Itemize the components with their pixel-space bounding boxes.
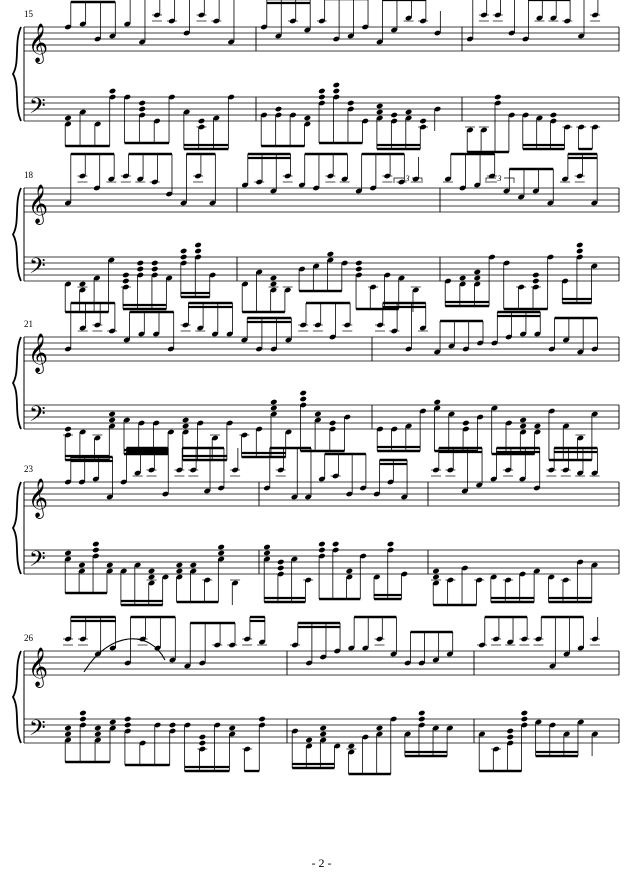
notehead [109, 719, 117, 726]
treble-clef-icon: 𝄞 [28, 184, 49, 224]
tuplet-number: 3 [497, 174, 502, 183]
notehead [532, 278, 540, 285]
tuplet-number: 3 [405, 174, 410, 183]
notehead [473, 275, 481, 282]
notehead [199, 734, 207, 741]
notehead [299, 390, 307, 397]
notehead [79, 716, 87, 723]
notehead [506, 728, 514, 735]
notehead [64, 426, 72, 433]
notehead [194, 242, 202, 249]
bass-clef-icon: 𝄢 [29, 716, 46, 746]
notehead [151, 260, 159, 267]
notehead [217, 544, 225, 551]
system-5 [13, 617, 619, 774]
brace [13, 27, 21, 121]
treble-notes [443, 154, 598, 206]
notehead [124, 722, 132, 729]
notehead [333, 88, 341, 95]
bass-notes [64, 242, 216, 312]
treble-staff [24, 651, 619, 675]
notehead [506, 734, 514, 741]
notehead [347, 100, 355, 107]
notehead [138, 106, 146, 113]
notehead [473, 269, 481, 276]
notehead [270, 405, 278, 412]
bass-clef-icon: 𝄢 [29, 254, 46, 284]
notehead [108, 411, 116, 418]
notehead [199, 740, 207, 747]
notehead [521, 716, 529, 723]
notehead [494, 94, 502, 101]
notehead [92, 547, 100, 554]
brace [13, 337, 21, 429]
notehead [270, 275, 278, 282]
notehead [180, 254, 188, 261]
treble-notes [64, 0, 235, 45]
notehead [355, 266, 363, 273]
bass-notes [431, 559, 598, 605]
notehead [122, 278, 130, 285]
notehead [304, 115, 312, 122]
treble-notes [375, 303, 598, 355]
notehead [78, 562, 86, 569]
notehead [521, 710, 529, 717]
treble-clef-icon: 𝄞 [28, 647, 49, 687]
notehead [176, 568, 184, 575]
notehead [124, 716, 132, 723]
notehead [182, 417, 190, 424]
notehead [390, 112, 398, 119]
notehead [387, 541, 395, 548]
measure-number: 21 [24, 319, 33, 329]
notehead [433, 399, 441, 406]
notehead [418, 716, 426, 723]
notehead [277, 565, 285, 572]
notehead [319, 725, 327, 732]
notehead [64, 731, 72, 738]
notehead [332, 541, 340, 548]
treble-notes [290, 617, 454, 666]
notehead [432, 574, 440, 581]
notehead [64, 550, 72, 557]
notehead [148, 568, 156, 575]
notehead [348, 743, 356, 750]
notehead [151, 266, 159, 273]
notehead [180, 248, 188, 255]
treble-staff [24, 27, 619, 51]
notehead [459, 275, 467, 282]
treble-notes [477, 617, 600, 669]
treble-notes [466, 0, 600, 42]
treble-notes [64, 154, 216, 206]
treble-notes [260, 0, 441, 45]
notehead [270, 399, 278, 406]
notehead [182, 423, 190, 430]
treble-clef-icon: 𝄞 [28, 333, 49, 373]
treble-notes [64, 303, 352, 352]
treble-staff [24, 188, 619, 212]
notehead [318, 88, 326, 95]
notehead [318, 541, 326, 548]
notehead [108, 417, 116, 424]
notehead [418, 710, 426, 717]
notehead [550, 112, 558, 119]
notehead [319, 731, 327, 738]
notehead [169, 722, 177, 729]
measure-number: 18 [24, 170, 33, 180]
notehead [190, 562, 198, 569]
notehead [270, 281, 278, 288]
notehead [327, 251, 335, 258]
system-2 [13, 154, 619, 312]
notehead [534, 423, 542, 430]
notehead [64, 725, 72, 732]
notehead [376, 103, 384, 110]
bass-clef-icon: 𝄢 [29, 547, 46, 577]
system-1 [13, 0, 619, 152]
measure-number: 15 [24, 9, 33, 19]
bass-clef-icon: 𝄢 [29, 402, 46, 432]
notehead [176, 562, 184, 569]
treble-clef-icon: 𝄞 [28, 478, 49, 518]
notehead [228, 725, 236, 732]
notehead [106, 562, 114, 569]
bass-notes [63, 390, 351, 460]
notehead [432, 568, 440, 575]
notehead [333, 82, 341, 89]
notehead [314, 411, 322, 418]
bass-staff [24, 97, 619, 121]
measure-number: 23 [24, 464, 33, 474]
notehead [419, 118, 427, 125]
notehead [576, 242, 584, 249]
notehead [275, 106, 283, 113]
notehead [138, 100, 146, 107]
measure-number: 26 [24, 633, 33, 643]
notehead [64, 115, 72, 122]
notehead [94, 725, 102, 732]
notehead [194, 248, 202, 255]
notehead [217, 550, 225, 557]
notehead [346, 568, 354, 575]
notehead [329, 420, 337, 427]
notehead [92, 541, 100, 548]
notehead [532, 272, 540, 279]
notehead [376, 725, 384, 732]
notehead [136, 260, 144, 267]
notehead [94, 731, 102, 738]
notehead [318, 94, 326, 101]
notehead [318, 547, 326, 554]
treble-staff [24, 337, 619, 361]
system-3 [13, 303, 619, 460]
system-4 [13, 448, 619, 605]
bass-clef-icon: 𝄢 [29, 94, 46, 124]
notehead [376, 109, 384, 116]
notehead [355, 260, 363, 267]
notehead [462, 420, 470, 427]
notehead [519, 423, 527, 430]
notehead [576, 248, 584, 255]
notehead [405, 109, 413, 116]
notehead [299, 396, 307, 403]
notehead [198, 118, 206, 125]
brace [13, 651, 21, 743]
treble-staff [24, 482, 619, 506]
notehead [122, 272, 130, 279]
notehead [263, 544, 271, 551]
notehead [263, 550, 271, 557]
notehead [109, 88, 117, 95]
notehead [258, 716, 266, 723]
notehead [277, 559, 285, 566]
treble-clef-icon: 𝄞 [28, 23, 49, 63]
bass-staff [24, 550, 619, 574]
notehead [148, 574, 156, 581]
notehead [519, 417, 527, 424]
notehead [79, 281, 87, 288]
page-number: - 2 - [311, 856, 332, 870]
notehead [305, 737, 313, 744]
notehead [136, 266, 144, 273]
notehead [79, 710, 87, 717]
brace [13, 188, 21, 281]
bass-notes [465, 94, 600, 152]
brace [13, 482, 21, 574]
treble-notes [63, 617, 267, 669]
